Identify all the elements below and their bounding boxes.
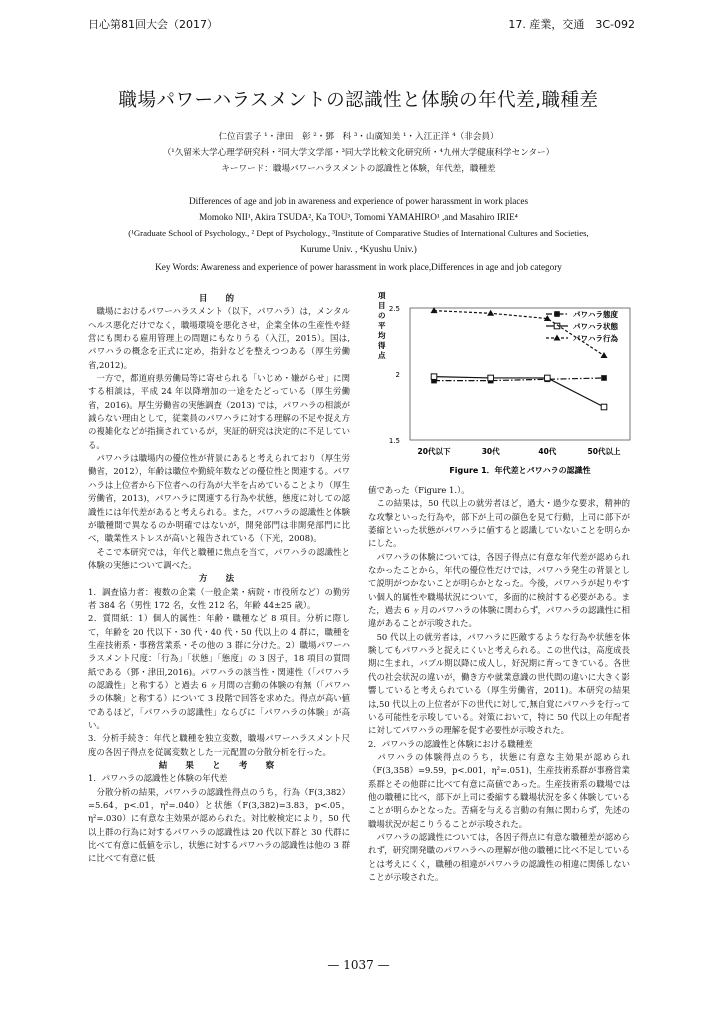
paragraph: この結果は，50 代以上の就労者ほど，過大・過少な要求，精神的な攻撃といった行為や，部下が上司の顔色を見て行動，上司に部下が萎縮といった状態がパワハラに値すると認識していないことを明らかにした。 [368, 498, 630, 549]
section-heading: 目 的 [198, 293, 240, 303]
authors-en: Momoko NII¹, Akira TSUDA², Ka TOU³, Tomomi YAMAHIRO¹ ,and Masahiro IRIE⁴ [199, 212, 518, 222]
y-tick-label: 1.5 [388, 437, 400, 445]
paragraph: 一方で，都道府県労働局等に寄せられる「いじめ・嫌がらせ」に関する相談は，平成 24 年以降増加の一途をたどっている（厚生労働省，2016)。厚生労働省の実態調査（2013) では，パワハラの相談が減らない理由として，従業員のパワハラに対する理解の不足や捉え方の複雑化などが指摘されているが，実証的研究は決定的に不足している。 [88, 373, 350, 450]
page-number: — 1037 — [327, 958, 390, 972]
data-point [601, 404, 607, 410]
figure-1 [368, 284, 638, 484]
affiliations-jp: （¹久留米大学心理学研究科・²同大学文学部・³同大学比較文化研究所・⁴九州大学健康科学センター） [162, 148, 555, 158]
paragraph: 2．質問紙：1）個人的属性：年齢・職種など 8 項目。分析に際して，年齢を 20 代以下・30 代・40 代・50 代以上の 4 群に，職種を生産技術系・事務営業系・その他の 3 群に分けた。2）職場パワーハラスメント尺度：「行為」「状態」「態度」の 3 因子，18 項目の質問紙である（鄧・津田,2016)。パワハラの該当性・関連性（「パワハラの認識性」と称する）と過去 6 ヶ月間の言動の体験の有無（「パワハラの体験」と称する）について 3 段階で回答を求めた。得点が高い値であるほど，「パワハラの認識性」ならびに「パワハラの体験」が高い。 [88, 613, 350, 730]
title-en: Differences of age and job in awareness and experience of power harassment in work places [188, 196, 529, 206]
paragraph: パワハラの体験については，各因子得点に有意な年代差が認められなかったことから，年代の優位性だけでは，パワハラ発生の背景として説明がつかないことが明らかとなった。今後，パワハラが起りやすい個人的属性や職場状況について，多面的に検討する必要がある。また，過去 6 ヶ月のパワハラの体験に関わらず，パワハラの認識性に相違があることが示唆された。 [368, 551, 630, 629]
paragraph: 1．パワハラの認識性と体験の年代差 [88, 773, 228, 784]
right-column [368, 484, 630, 884]
y-tick-label: 2 [395, 371, 400, 379]
paper-title: 職場パワーハラスメントの認識性と体験の年代差,職種差 [118, 90, 599, 111]
data-point [601, 375, 607, 381]
left-column [88, 292, 350, 866]
data-point [488, 375, 494, 381]
x-tick-label: 50代以上 [587, 447, 621, 456]
data-point [601, 352, 608, 358]
y-tick-label: 2.5 [388, 305, 400, 313]
paragraph: 2．パワハラの認識性と体験における職種差 [368, 738, 533, 749]
keywords-en: Key Words: Awareness and experience of power harassment in work place,Differences in age and job category [155, 262, 562, 272]
affiliations-en-1: (¹Graduate School of Psychology., ² Dept of Psychology., ³Institute of Comparative Studies of International Cultures and Societies, [128, 228, 589, 238]
x-tick-label: 30代 [481, 447, 500, 456]
legend-label: パワハラ態度 [573, 310, 618, 319]
section-heading: 方 法 [198, 573, 240, 584]
data-point [545, 375, 551, 381]
x-tick-label: 20代以下 [417, 447, 451, 456]
section-heading: 結 果 と 考 察 [158, 760, 280, 771]
legend-marker [554, 311, 560, 317]
paragraph: パワハラの体験得点のうち，状態に有意な主効果が認められ（F(3,358）=9.59，p<.001，η²=.051)，生産技術系群が事務営業系群とその他群に比べて有意に高値であった。生産技術系の職場では他の職種に比べ，部下が上司に委縮する職場状況を多く体験していることが明らかとなった。苦痛を与える言動の有無に関わらず，先述の職場状況が起こりうることが示唆された。 [368, 751, 630, 829]
authors-jp: 仁位百雲子 ¹・津田 彰 ²・鄧 科 ³・山廣知美 ¹・入江正洋 ⁴（非会員） [218, 132, 499, 142]
affiliations-en-2: Kurume Univ. , ⁴Kyushu Univ.) [300, 244, 417, 254]
keywords-jp: キーワード：職場パワーハラスメントの認識性と体験，年代差，職種差 [221, 164, 496, 174]
legend-label: パワハラ状態 [573, 322, 618, 331]
figure-caption: Figure 1．年代差とパワハラの認識性 [449, 466, 591, 475]
header-right: 17. 産業，交通 3C-092 [508, 18, 635, 31]
y-axis-label: 項目の平均得点 [378, 291, 386, 360]
legend-label: パワハラ行為 [573, 334, 618, 343]
data-point [487, 310, 494, 316]
paragraph: パワハラは職場内の優位性が背景にあると考えられており（厚生労働省，2012），年齢は職位や勤続年数などの優位性と関連する。パワハラは上位者から下位者への行為が大半を占めていることより（厚生労働省，2013)，パワハラに関連する行為や状態，態度に対しての認識性には年代差があると考えられる。また，パワハラの認識性と体験が職種間で異なるのか明確ではないが，開発部門は非開発部門に比べ，職業性ストレスが高いと報告されている（下光，2008)。 [88, 453, 350, 544]
header-left: 日心第81回大会（2017） [88, 18, 218, 31]
paragraph: 3．分析手続き：年代と職種を独立変数，職場パワーハラスメント尺度の各因子得点を従属変数とした一元配置の分散分析を行った。 [88, 733, 350, 757]
paragraph: 値であった（Figure 1.）。 [368, 485, 470, 495]
paragraph: 分散分析の結果，パワハラの認識性得点のうち，行為（F(3,382）=5.64，p<.01，η²=.040）と状態（F(3,382)=3.83，p<.05，η²=.030）に有意な主効果が認められた。対比較検定により，50 代以上群の行為に対するパワハラの認識性は 20 代以下群と 30 代群に比べて有意に低値を示し，状態に対するパワハラの認識性は他の 3 群に比べて有意に低 [88, 786, 350, 864]
x-tick-label: 40代 [538, 447, 557, 456]
paragraph: 1．調査協力者：複数の企業（一般企業・病院・市役所など）の勤労者 384 名（男性 172 名，女性 212 名，年齢 44±25 歳）。 [88, 586, 350, 610]
line-chart [368, 284, 638, 484]
paragraph: 50 代以上の就労者は，パワハラに匹敵するような行為や状態を体験してもパワハラと捉えにくいと考えられる。この世代は，高度成長期に生まれ，バブル期以降に成人し，好況期に育ってきている。各世代の社会状況の違いが，働き方や就業意識の世代間の違いに大きく影響していると考えられている（厚生労働省，2011)。本研究の結果は,50 代以上の上位者が下の世代に対して,無自覚にパワハラを行っている可能性を示唆している。対策において，特に 50 代以上の年配者に対してパワハラの理解を促す必要性が示唆された。 [368, 631, 630, 736]
legend-marker [554, 335, 561, 341]
paragraph: 職場におけるパワーハラスメント（以下，パワハラ）は，メンタルヘルス悪化だけでなく，職場環境を悪化させ，企業全体の生産性や経営にも関わる雇用管理上の問題にもなりうる（入江，2015）。国は,パワハラの概念を正式に定め，指針などを整えつつある（厚生労働省,2012)。 [88, 306, 350, 370]
paragraph: パワハラの認識性については，各因子得点に有意な職種差が認められず，研究開発職のパワハラへの理解が他の職種に比べ不足しているとは考えにくく，職種の相違がパワハラの認識性の相違に関係しないことが示唆された。 [368, 831, 630, 882]
paragraph: そこで本研究では，年代と職種に焦点を当て，パワハラの認識性と体験の実態について調べた。 [88, 546, 350, 570]
data-point [431, 374, 437, 380]
